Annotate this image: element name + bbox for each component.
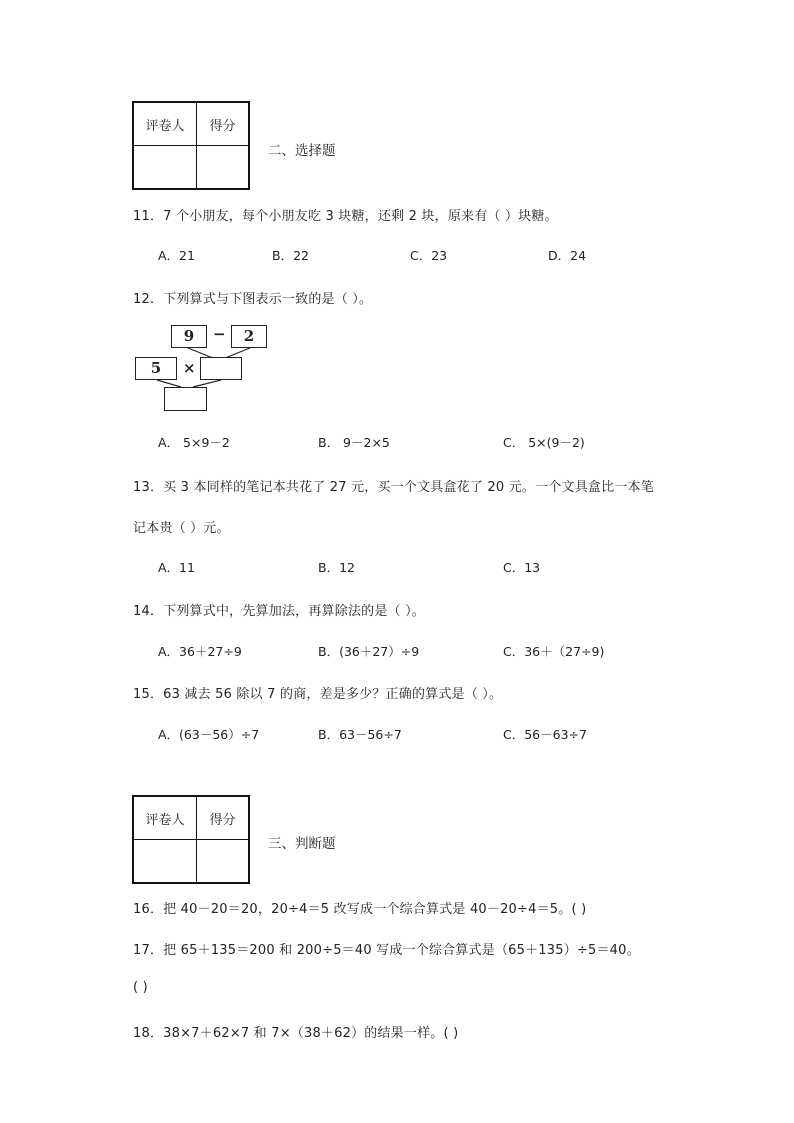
score-header: 得分	[197, 102, 250, 146]
q14-option-b[interactable]: B．(36＋27）÷9	[318, 644, 420, 659]
q11-option-d[interactable]: D．24	[548, 248, 587, 263]
score-table-section-3	[132, 795, 250, 884]
q15-option-b[interactable]: B．63－56÷7	[318, 727, 402, 742]
question-17-line-1: 17．把 65＋135＝200 和 200÷5＝40 写成一个综合算式是（65＋135）÷5＝40。	[133, 943, 640, 958]
expression-diagram	[133, 322, 273, 414]
q13-option-c[interactable]: C．13	[503, 560, 541, 575]
score-header: 得分	[197, 796, 250, 840]
question-15: 15．63 减去 56 除以 7 的商，差是多少？正确的算式是（ ）。	[133, 687, 503, 702]
q12-option-a[interactable]: A． 5×9－2	[158, 435, 230, 450]
reviewer-header: 评卷人	[133, 102, 197, 146]
question-14: 14．下列算式中，先算加法，再算除法的是（ ）。	[133, 604, 425, 619]
score-cell[interactable]	[197, 146, 250, 190]
q14-option-a[interactable]: A．36＋27÷9	[158, 644, 242, 659]
question-12: 12．下列算式与下图表示一致的是（ ）。	[133, 292, 373, 307]
q11-option-b[interactable]: B．22	[272, 248, 309, 263]
q13-option-a[interactable]: A．11	[158, 560, 195, 575]
q11-option-c[interactable]: C．23	[410, 248, 448, 263]
reviewer-cell[interactable]	[133, 840, 197, 884]
q12-option-c[interactable]: C． 5×(9－2)	[503, 435, 585, 450]
score-cell[interactable]	[197, 840, 250, 884]
section-title-choice: 二、选择题	[268, 143, 336, 159]
question-13-line-2: 记本贵（ ）元。	[133, 521, 230, 536]
diagram-box-2: 2	[231, 325, 267, 348]
diagram-times: ×	[183, 359, 196, 377]
score-table-section-2	[132, 101, 250, 190]
question-11: 11．7 个小朋友，每个小朋友吃 3 块糖，还剩 2 块，原来有（ ）块糖。	[133, 209, 558, 224]
diagram-empty-box-middle	[200, 357, 242, 380]
q11-option-a[interactable]: A．21	[158, 248, 195, 263]
q12-option-b[interactable]: B． 9－2×5	[318, 435, 390, 450]
q15-option-c[interactable]: C．56－63÷7	[503, 727, 587, 742]
section-title-judgement: 三、判断题	[268, 836, 336, 852]
reviewer-cell[interactable]	[133, 146, 197, 190]
q13-option-b[interactable]: B．12	[318, 560, 355, 575]
question-18: 18．38×7＋62×7 和 7×（38＋62）的结果一样。( )	[133, 1026, 459, 1041]
question-13-line-1: 13．买 3 本同样的笔记本共花了 27 元，买一个文具盒花了 20 元。一个文具盒比一本笔	[133, 480, 654, 495]
question-17-answer-blank[interactable]: ( )	[133, 980, 148, 995]
diagram-box-9: 9	[171, 325, 207, 348]
diagram-box-5: 5	[135, 357, 177, 380]
diagram-empty-box-result	[164, 387, 207, 411]
q15-option-a[interactable]: A．(63－56）÷7	[158, 727, 260, 742]
diagram-minus: −	[213, 325, 226, 343]
q14-option-c[interactable]: C．36＋（27÷9)	[503, 644, 605, 659]
question-16: 16．把 40－20＝20，20÷4＝5 改写成一个综合算式是 40－20÷4＝5。( )	[133, 902, 587, 917]
reviewer-header: 评卷人	[133, 796, 197, 840]
